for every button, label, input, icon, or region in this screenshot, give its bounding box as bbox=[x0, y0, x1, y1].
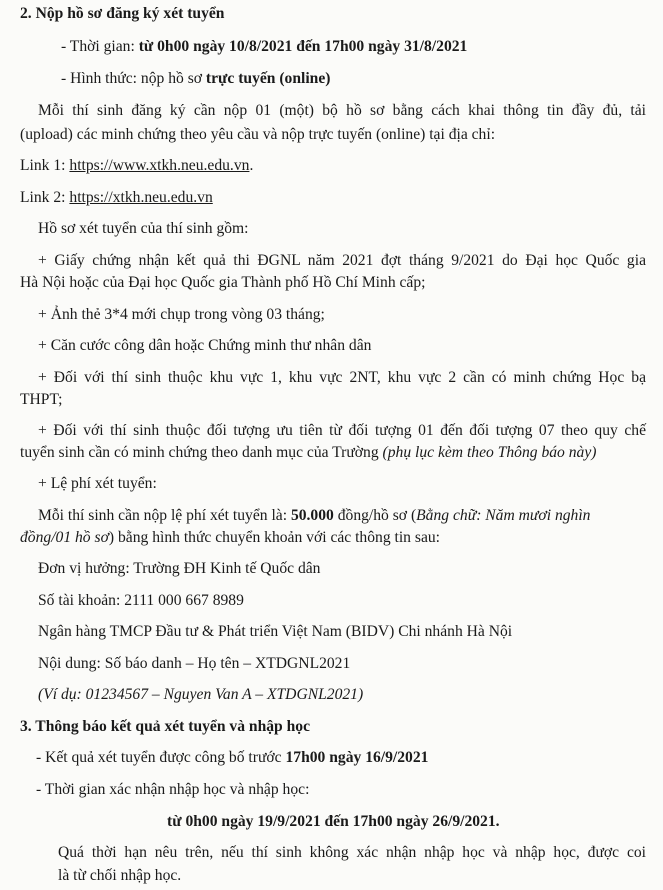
note-line1: Quá thời hạn nêu trên, nếu thí sinh không xác nhận nhập học và nhập học, được coi bbox=[58, 844, 646, 861]
time-row bbox=[61, 37, 467, 57]
link1-tail: . bbox=[249, 157, 254, 174]
fee-line2-rest: ) bằng hình thức chuyển khoản với các thông tin sau: bbox=[108, 529, 440, 546]
confirm-value: từ 0h00 ngày 19/9/2021 đến 17h00 ngày 26/9/2021. bbox=[167, 813, 500, 830]
fee-line1-mid: đồng/hồ sơ ( bbox=[333, 507, 417, 524]
section-2-heading: 2. Nộp hồ sơ đăng ký xét tuyển bbox=[20, 5, 225, 22]
account-number: Số tài khoản: 2111 000 667 8989 bbox=[38, 592, 244, 609]
item4-line1: + Đối với thí sinh thuộc khu vực 1, khu vực 2NT, khu vực 2 cần có minh chứng Học bạ bbox=[38, 369, 646, 386]
result-label: - Kết quả xét tuyển được công bố trước bbox=[36, 749, 286, 766]
para1-line1: Mỗi thí sinh đăng ký cần nộp 01 (một) bộ hồ sơ bằng cách khai thông tin đầy đủ, tải bbox=[38, 102, 646, 119]
link1-label: Link 1: bbox=[20, 157, 70, 174]
link2-url[interactable]: https://xtkh.neu.edu.vn bbox=[69, 189, 213, 206]
link1-url[interactable]: https://www.xtkh.neu.edu.vn bbox=[69, 157, 250, 174]
fee-line1 bbox=[38, 506, 590, 526]
time-value: từ 0h00 ngày 10/8/2021 đến 17h00 ngày 31/8/2021 bbox=[138, 38, 468, 55]
form-label: - Hình thức: nộp hồ sơ bbox=[61, 70, 206, 87]
fee-line1-italic: Bằng chữ: Năm mươi nghìn bbox=[416, 507, 591, 524]
item3: + Căn cước công dân hoặc Chứng minh thư nhân dân bbox=[38, 337, 372, 354]
link2-label: Link 2: bbox=[20, 189, 70, 206]
section-3-heading: 3. Thông báo kết quả xét tuyển và nhập học bbox=[20, 718, 310, 735]
item1-line2: Hà Nội hoặc của Đại học Quốc gia Thành phố Hồ Chí Minh cấp; bbox=[20, 274, 426, 291]
time-label: - Thời gian: bbox=[61, 38, 139, 55]
fee-amount: 50.000 bbox=[290, 507, 334, 524]
item5-line1: + Đối với thí sinh thuộc đối tượng ưu tiên từ đối tượng 01 đến đối tượng 07 theo quy chế bbox=[38, 422, 646, 439]
confirm-label: - Thời gian xác nhận nhập học và nhập học: bbox=[36, 781, 310, 798]
form-row bbox=[61, 69, 330, 89]
item6: + Lệ phí xét tuyển: bbox=[38, 475, 157, 492]
bank-name: Ngân hàng TMCP Đầu tư & Phát triển Việt Nam (BIDV) Chi nhánh Hà Nội bbox=[38, 623, 513, 640]
item5-line2-italic: (phụ lục kèm theo Thông báo này) bbox=[382, 444, 597, 461]
form-value: trực tuyến (online) bbox=[205, 70, 331, 87]
link1-row bbox=[20, 156, 253, 176]
beneficiary: Đơn vị hưởng: Trường ĐH Kinh tế Quốc dân bbox=[38, 560, 321, 577]
result-row bbox=[36, 748, 428, 768]
dossier-intro: Hồ sơ xét tuyển của thí sinh gồm: bbox=[38, 220, 249, 237]
note-line2: là từ chối nhập học. bbox=[58, 867, 182, 884]
item4-line2: THPT; bbox=[20, 391, 63, 408]
transfer-example: (Ví dụ: 01234567 – Nguyen Van A – XTDGNL2021) bbox=[38, 686, 364, 703]
para1-line2: (upload) các minh chứng theo yêu cầu và nộp trực tuyến (online) tại địa chỉ: bbox=[20, 126, 496, 143]
item1-line1: + Giấy chứng nhận kết quả thi ĐGNL năm 2021 đợt tháng 9/2021 do Đại học Quốc gia bbox=[38, 252, 646, 269]
fee-line2-italic: đồng/01 hồ sơ bbox=[20, 529, 109, 546]
item5-line2-text: tuyển sinh cần có minh chứng theo danh mục của Trường bbox=[20, 444, 383, 461]
item2: + Ảnh thẻ 3*4 mới chụp trong vòng 03 tháng; bbox=[38, 306, 325, 323]
transfer-content: Nội dung: Số báo danh – Họ tên – XTDGNL2021 bbox=[38, 655, 351, 672]
fee-line2 bbox=[20, 528, 440, 548]
result-value: 17h00 ngày 16/9/2021 bbox=[285, 749, 429, 766]
fee-line1-prefix: Mỗi thí sinh cần nộp lệ phí xét tuyển là: bbox=[38, 507, 291, 524]
item5-line2 bbox=[20, 443, 596, 463]
link2-row bbox=[20, 188, 213, 208]
